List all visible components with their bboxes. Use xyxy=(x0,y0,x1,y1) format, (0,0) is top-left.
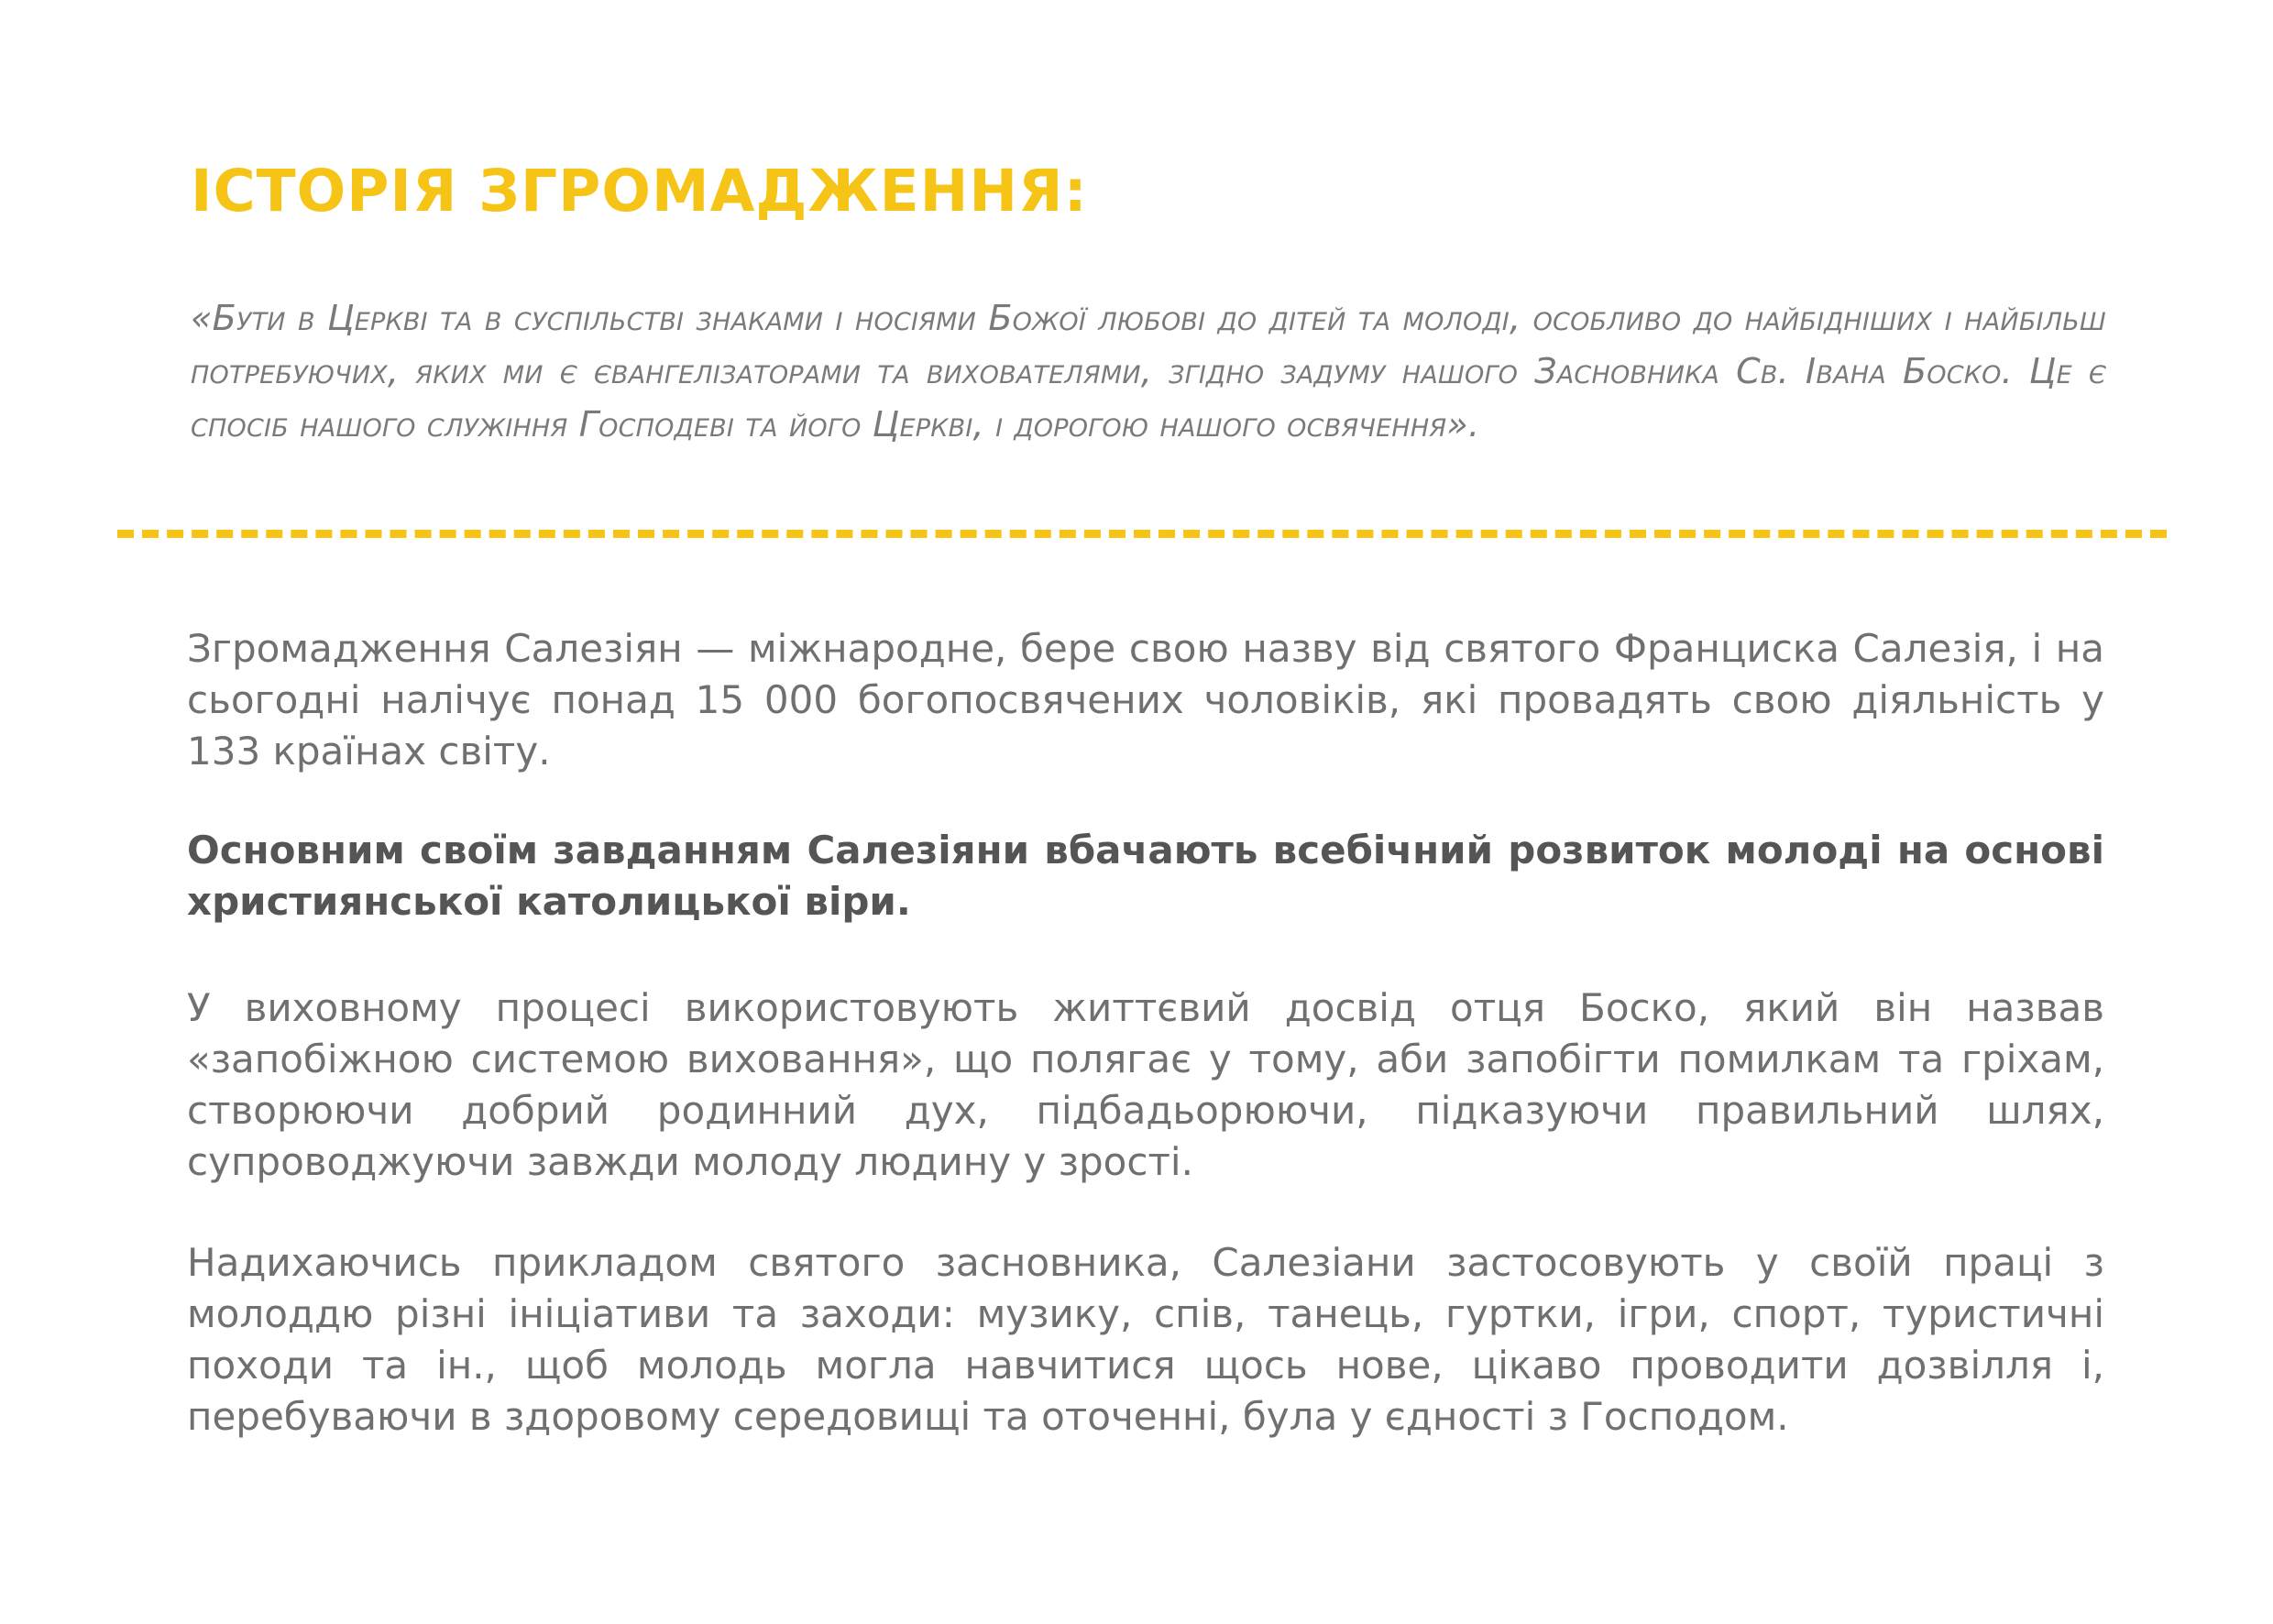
page-title: ІСТОРІЯ ЗГРОМАДЖЕННЯ: xyxy=(191,158,1088,225)
paragraph-mission-bold: Основним своїм завданням Салезіяни вбачають всебічний розвиток молоді на основі християнської католицької віри. xyxy=(187,828,2104,924)
paragraph-intro: Згромадження Салезіян — міжнародне, бере свою назву від святого Франциска Салезія, і на сьогодні налічує понад 15 000 богопосвячених чоловіків, які провадять свою діяльність у 133 країнах світу. xyxy=(187,626,2104,774)
paragraph-activities: Надихаючись прикладом святого засновника, Салезіани застосовують у своїй праці з молоддю різні ініціативи та заходи: музику, спів, танець, гуртки, ігри, спорт, туристичні походи та ін., щоб молодь могла навчитися щось нове, цікаво проводити дозвілля і, перебуваючи в здоровому середовищі та оточенні, була у єдності з Господом. xyxy=(187,1240,2104,1439)
dashed-divider xyxy=(117,530,2167,538)
mission-quote: «Бути в Церкві та в суспільстві знаками і носіями Божої любові до дітей та молоді, особливо до найбідніших і найбільш потребуючих, яких ми є євангелізаторами та вихователями, згідно задуму нашого Засновника Св. Івана Боско. Це є спосіб нашого служіння Господеві та його Церкві, і дорогою нашого освячення». xyxy=(191,298,2106,444)
paragraph-education: У виховному процесі використовують життєвий досвід отця Боско, який він назвав «запобіжною системою виховання», що полягає у тому, аби запобігти помилкам та гріхам, створюючи добрий родинний дух, підбадьорюючи, підказуючи правильний шлях, супроводжуючи завжди молоду людину у зрості. xyxy=(187,985,2104,1184)
